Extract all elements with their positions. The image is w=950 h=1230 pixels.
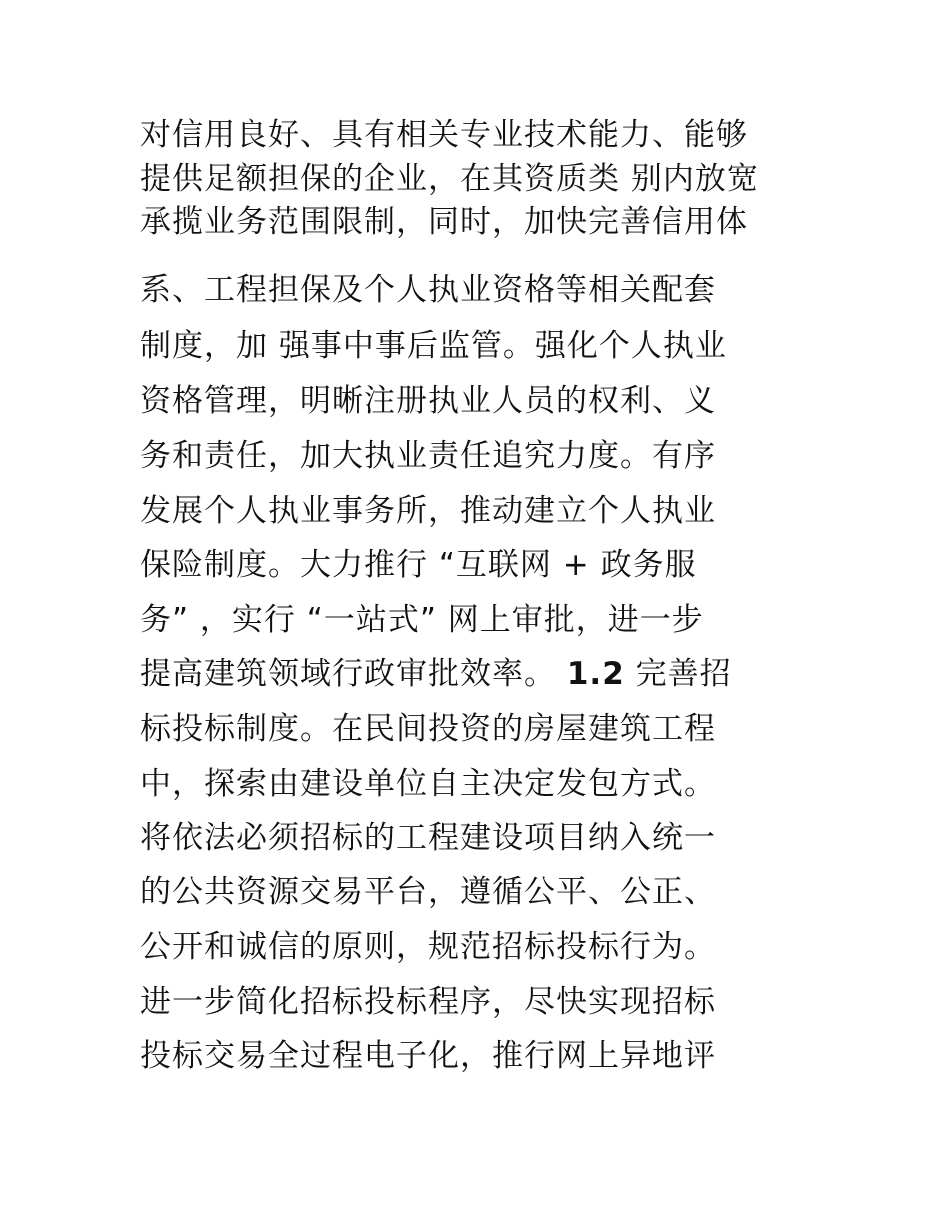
text-line: 将依法必须招标的工程建设项目纳入统一 xyxy=(140,820,716,856)
text-line: 保险制度。大力推行 “互联网 + 政务服 xyxy=(140,547,697,583)
text-line: 标投标制度。在民间投资的房屋建筑工程 xyxy=(140,711,716,747)
text-line: 进一步简化招标投标程序，尽快实现招标 xyxy=(140,984,716,1020)
text-line: 公开和诚信的原则，规范招标投标行为。 xyxy=(140,929,716,965)
text-line: 的公共资源交易平台，遵循公平、公正、 xyxy=(140,874,716,910)
text-line: 提供足额担保的企业，在其资质类 别内放宽 xyxy=(140,161,759,197)
text-line-with-section-number xyxy=(140,654,820,694)
text-line: 务和责任，加大执业责任追究力度。有序 xyxy=(140,438,716,474)
text-line: 发展个人执业事务所，推动建立个人执业 xyxy=(140,493,716,529)
text-line: 对信用良好、具有相关专业技术能力、能够 xyxy=(140,117,748,153)
text-line: 承揽业务范围限制，同时，加快完善信用体 xyxy=(140,204,748,240)
text-line: 务” ，实行 “一站式” 网上审批，进一步 xyxy=(140,602,704,638)
text-line-prefix: 提高建筑领域行政审批效率。 xyxy=(140,656,556,692)
section-number: 1.2 xyxy=(566,656,625,692)
text-line-suffix: 完善招 xyxy=(635,656,732,692)
text-line: 系、工程担保及个人执业资格等相关配套 xyxy=(140,272,716,308)
text-line: 资格管理，明晰注册执业人员的权利、义 xyxy=(140,383,716,419)
text-line: 制度，加 强事中事后监管。强化个人执业 xyxy=(140,328,727,364)
text-line: 中，探索由建设单位自主决定发包方式。 xyxy=(140,766,716,802)
text-line: 投标交易全过程电子化，推行网上异地评 xyxy=(140,1038,716,1074)
